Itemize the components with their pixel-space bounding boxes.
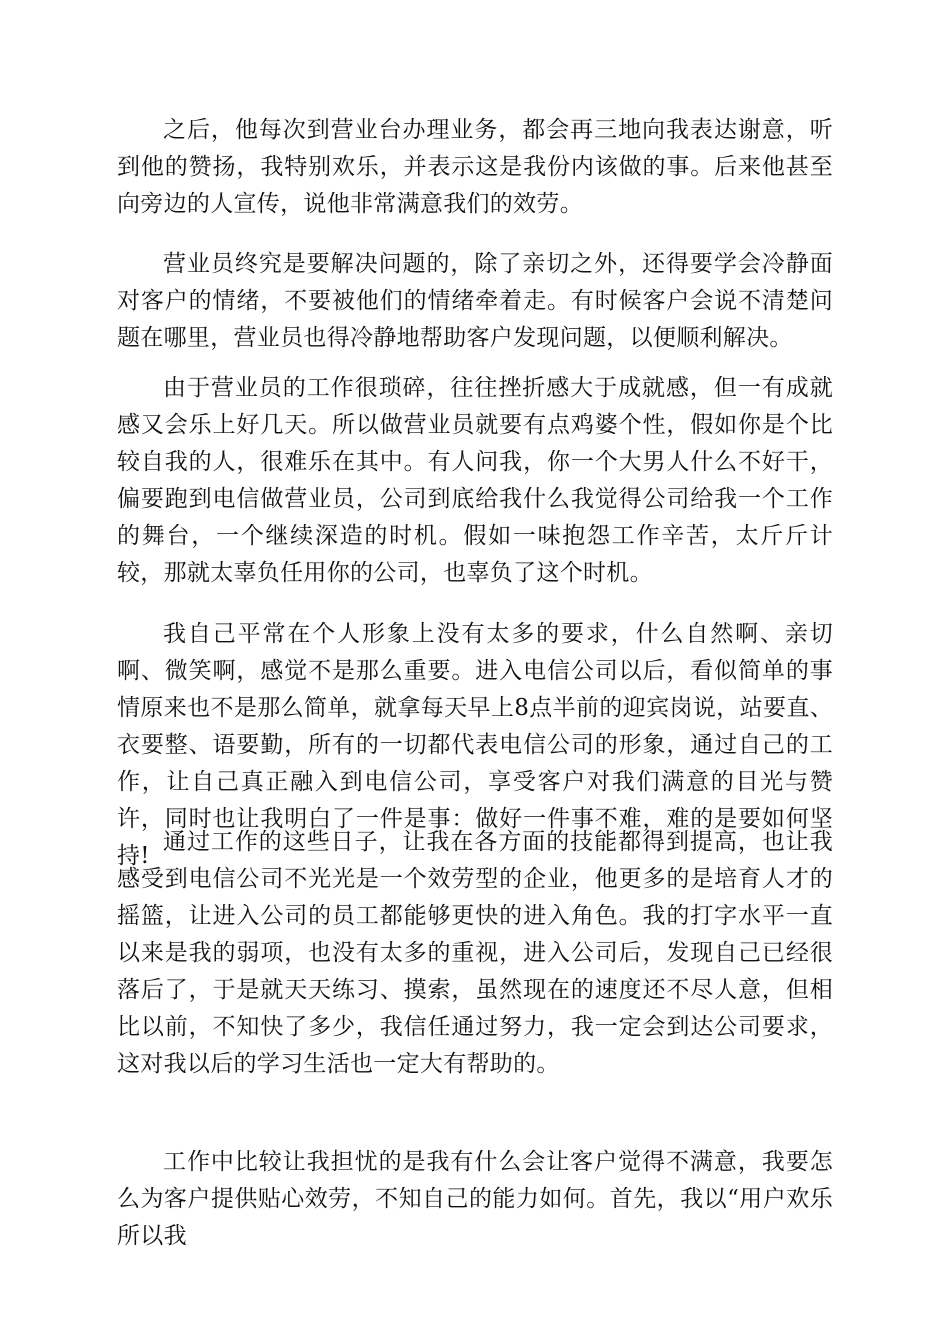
- paragraph-1: 之后，他每次到营业台办理业务，都会再三地向我表达谢意，听到他的赞扬，我特别欢乐，并表示这是我份内该做的事。后来他甚至向旁边的人宣传，说他非常满意我们的效劳。: [117, 117, 833, 217]
- paragraph-2: 营业员终究是要解决问题的，除了亲切之外，还得要学会冷静面对客户的情绪，不要被他们的情绪牵着走。有时候客户会说不清楚问题在哪里，营业员也得冷静地帮助客户发现问题，以便顺利解决。: [117, 251, 833, 351]
- paragraph-3: 由于营业员的工作很琐碎，往往挫折感大于成就感，但一有成就感又会乐上好几天。所以做营业员就要有点鸡婆个性，假如你是个比较自我的人，很难乐在其中。有人问我，你一个大男人什么不好干，偏要跑到电信做营业员，公司到底给我什么我觉得公司给我一个工作的舞台，一个继续深造的时机。假如一味抱怨工作辛苦，太斤斤计较，那就太辜负任用你的公司，也辜负了这个时机。: [117, 375, 833, 586]
- paragraph-6: 工作中比较让我担忧的是我有什么会让客户觉得不满意，我要怎么为客户提供贴心效劳，不知自己的能力如何。首先，我以“用户欢乐所以我: [117, 1149, 833, 1249]
- paragraph-4: 我自己平常在个人形象上没有太多的要求，什么自然啊、亲切啊、微笑啊，感觉不是那么重要。进入电信公司以后，看似简单的事情原来也不是那么简单，就拿每天早上8点半前的迎宾岗说，站要直、衣要整、语要勤，所有的一切都代表电信公司的形象，通过自己的工作，让自己真正融入到电信公司，享受客户对我们满意的目光与赞许，同时也让我明白了一件是事：做好一件事不难，难的是要如何坚持!: [117, 621, 833, 869]
- paragraph-5: 通过工作的这些日子，让我在各方面的技能都得到提高，也让我感受到电信公司不光光是一个效劳型的企业，他更多的是培育人才的摇篮，让进入公司的员工都能够更快的进入角色。我的打字水平一直以来是我的弱项，也没有太多的重视，进入公司后，发现自己已经很落后了，于是就天天练习、摸索，虽然现在的速度还不尽人意，但相比以前，不知快了多少，我信任通过努力，我一定会到达公司要求，这对我以后的学习生活也一定大有帮助的。: [117, 829, 833, 1077]
